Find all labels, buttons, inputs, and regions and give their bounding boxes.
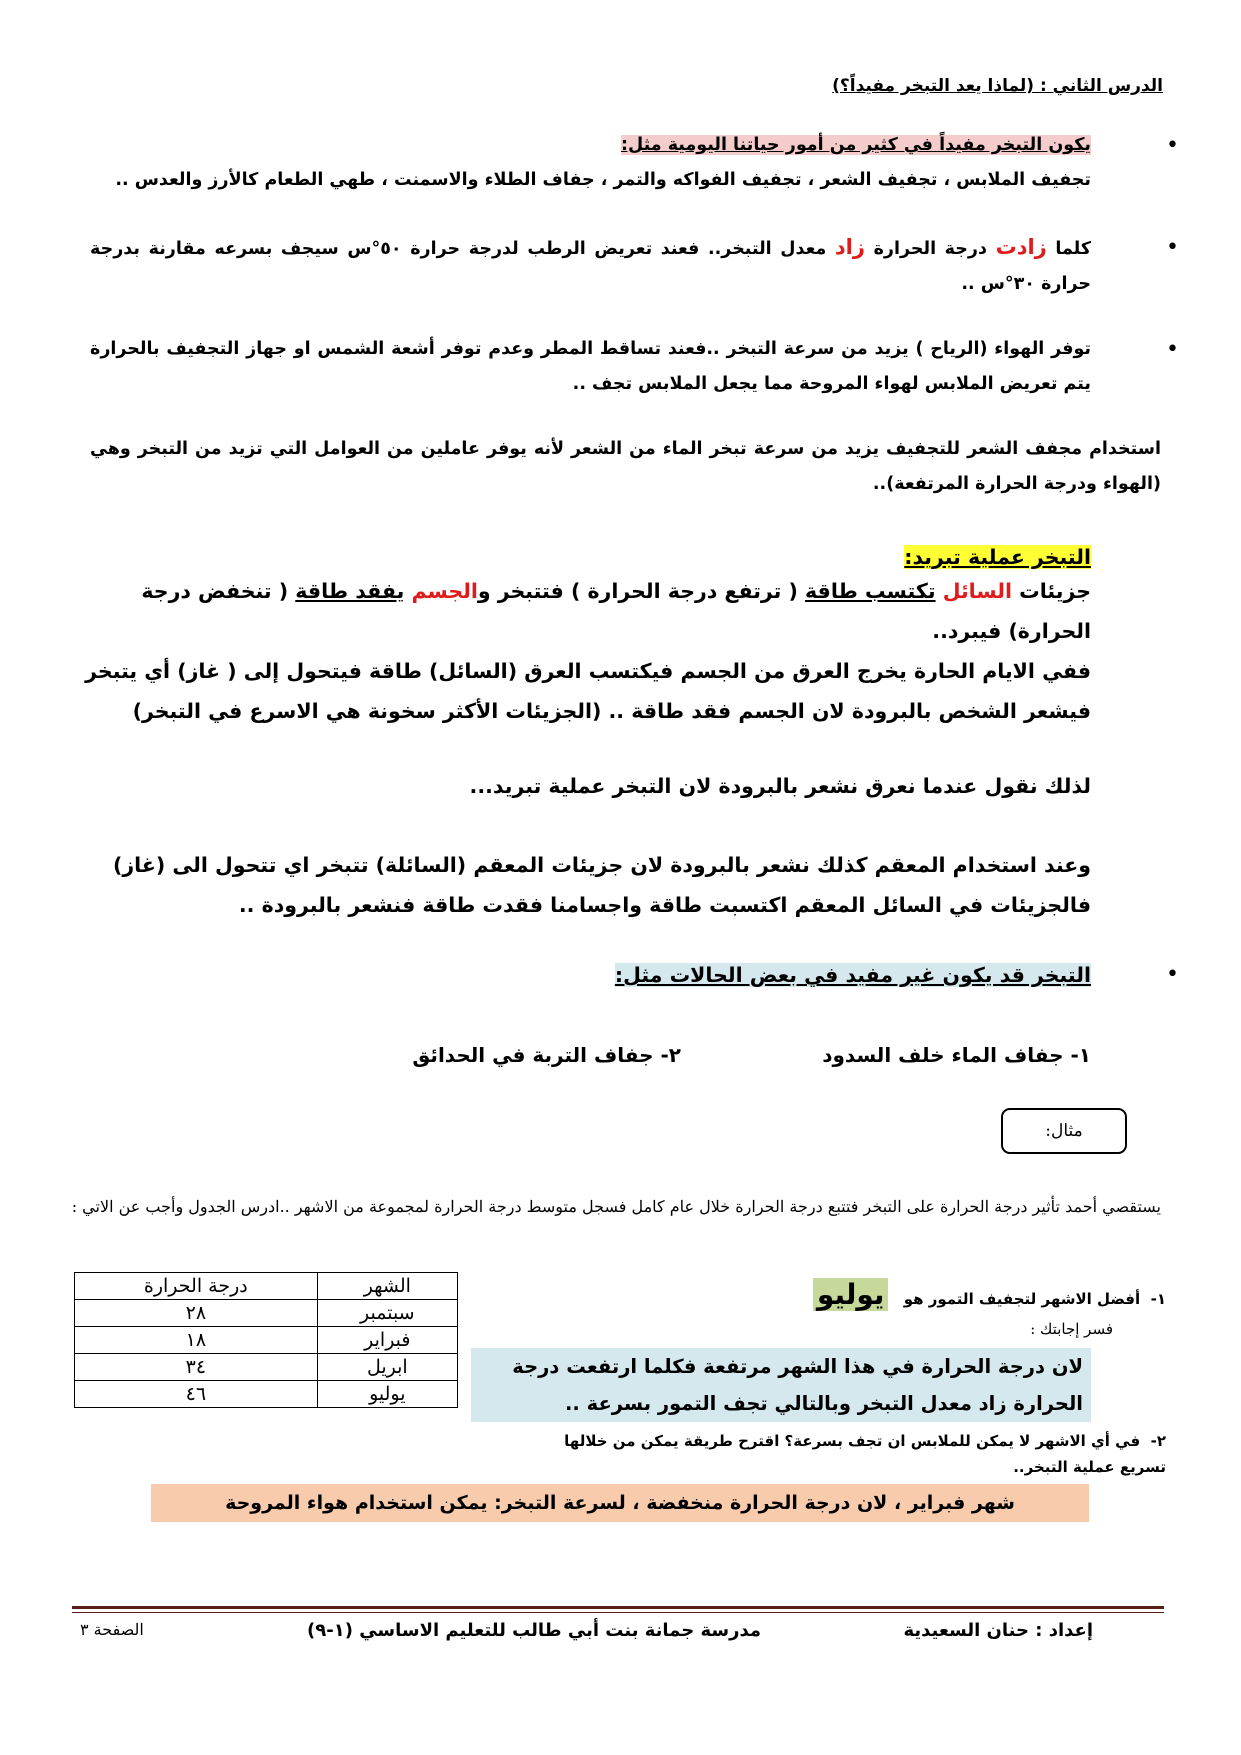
table-row [75,1327,458,1354]
not-useful-item-1: ١- جفاف الماء خلف السدود [822,1043,1091,1067]
temp-word-increase: زاد [834,235,865,259]
cell-temp: ٤٦ [75,1381,318,1408]
bullet-1: • [1166,133,1179,158]
cell-month: ابريل [317,1354,457,1381]
cooling-sweat: ففي الايام الحارة يخرج العرق من الجسم فيكتسب العرق (السائل) طاقة فيتحول إلى ( غاز) أي يتبخر فيشعر الشخص بالبرودة لان الجسم فقد طاقة .. (الجزيئات الأكثر سخونة هي الاسرع في التبخر) [85,659,1091,723]
q1-answer: يوليو [813,1278,889,1311]
lesson-title: الدرس الثاني : (لماذا يعد التبخر مفيداً؟) [832,76,1163,96]
cell-temp: ٣٤ [75,1354,318,1381]
table-row [75,1354,458,1381]
footer-page-number: الصفحة ٣ [80,1620,144,1639]
cell-month: يوليو [317,1381,457,1408]
cell-temp: ١٨ [75,1327,318,1354]
footer-author: إعداد : حنان السعيدية [903,1620,1093,1641]
cooling-line1 [80,571,1091,651]
section-useful [90,128,1091,198]
cell-temp: ٢٨ [75,1300,318,1327]
example-intro: يستقصي أحمد تأثير درجة الحرارة على التبخر فتتبع درجة الحرارة خلال عام كامل فسجل متوسط درجة الحرارة لمجموعة من الاشهر ..ادرس الجدول وأجب عن الاتي : [71,1197,1161,1216]
cooling-lose-energy: يفقد طاقة [295,579,405,603]
section-wind: توفر الهواء (الرياح ) يزيد من سرعة التبخر ..فعند تساقط المطر وعدم توفر أشعة الشمس او جهاز التجفيف بالحرارة يتم تعريض الملابس لهواء المروحة مما يجعل الملابس تجف .. [90,339,1091,394]
q2-number: ٢- [1150,1432,1166,1450]
header-month: الشهر [317,1273,457,1300]
q2-text: في أي الاشهر لا يمكن للملابس ان تجف بسرعة؟ اقترح طريقة يمكن من خلالها تسريع عملية التبخر.. [564,1432,1166,1476]
useful-title: يكون التبخر مفيداً في كثير من أمور حياتنا اليومية مثل: [621,135,1091,155]
cooling-body: الجسم [411,579,478,603]
table-row [75,1381,458,1408]
q1-number: ١- [1150,1290,1166,1308]
bullet-3: • [1166,337,1179,362]
header-temperature: درجة الحرارة [75,1273,318,1300]
cell-month: سبتمبر [317,1300,457,1327]
not-useful-row [80,955,1091,995]
question-1 [813,1278,1166,1311]
q1-explanation: لان درجة الحرارة في هذا الشهر مرتفعة فكلما ارتفعت درجة الحرارة زاد معدل التبخر وبالتالي تجف التمور بسرعة .. [471,1348,1091,1422]
cooling-liquid: السائل [942,579,1012,603]
bullet-2: • [1166,235,1179,260]
temp-text-a: كلما [1046,239,1092,259]
cooling-l1d: ( ترتفع درجة الحرارة ) فتتبخر و [477,579,805,603]
cell-month: فبراير [317,1327,457,1354]
cooling-title: التبخر عملية تبريد: [904,545,1091,569]
example-box: مثال: [1001,1108,1127,1154]
cooling-l1g: ( تنخفض درجة الحرارة) فيبرد.. [141,579,1091,643]
table-row [75,1300,458,1327]
footer-rule [72,1606,1164,1609]
q1-text: أفضل الاشهر لتجفيف التمور هو [903,1290,1141,1308]
not-useful-title: التبخر قد يكون غير مفيد في بعض الحالات مثل: [614,963,1091,987]
footer-school: مدرسة جمانة بنت أبي طالب للتعليم الاساسي (١-٩) [306,1620,761,1641]
bullet-4: • [1166,962,1179,987]
temperature-table [74,1272,458,1408]
table-header-row [75,1273,458,1300]
useful-examples: تجفيف الملابس ، تجفيف الشعر ، تجفيف الفواكه والتمر ، جفاف الطلاء والاسمنت ، طهي الطعام كالأرز والعدس .. [115,170,1091,190]
cooling-conclusion: لذلك نقول عندما نعرق نشعر بالبرودة لان التبخر عملية تبريد... [469,774,1091,798]
cooling-sanitizer: وعند استخدام المعقم كذلك نشعر بالبرودة لان جزيئات المعقم (السائلة) تتبخر اي تتحول الى (غاز) فالجزيئات في السائل المعقم اكتسبت طاقة واجسامنا فقدت طاقة فنشعر بالبرودة .. [113,853,1091,917]
temp-word-increased: زادت [995,235,1047,259]
question-2 [536,1428,1166,1480]
q2-answer: شهر فبراير ، لان درجة الحرارة منخفضة ، لسرعة التبخر: يمكن استخدام هواء المروحة [151,1484,1089,1522]
temp-text-c: معدل التبخر.. فعند تعريض الرطب لدرجة حرارة ٥٠°س سيجف بسرعه مقارنة بدرجة حرارة ٣٠°س .. [90,239,1091,294]
explain-label: فسر إجابتك : [1030,1320,1113,1338]
footer-rule-thin [72,1612,1164,1613]
section-hair-dryer: استخدام مجفف الشعر للتجفيف يزيد من سرعة تبخر الماء من الشعر لأنه يوفر عاملين من العوامل التي تزيد من التبخر وهي (الهواء ودرجة الحرارة المرتفعة).. [90,439,1161,494]
not-useful-item-2: ٢- جفاف التربة في الحدائق [412,1043,681,1067]
temp-text-b: درجة الحرارة [864,239,996,259]
section-temperature [90,230,1091,302]
cooling-l1a: جزيئات [1011,579,1091,603]
cooling-gain-energy: تكتسب طاقة [804,579,936,603]
